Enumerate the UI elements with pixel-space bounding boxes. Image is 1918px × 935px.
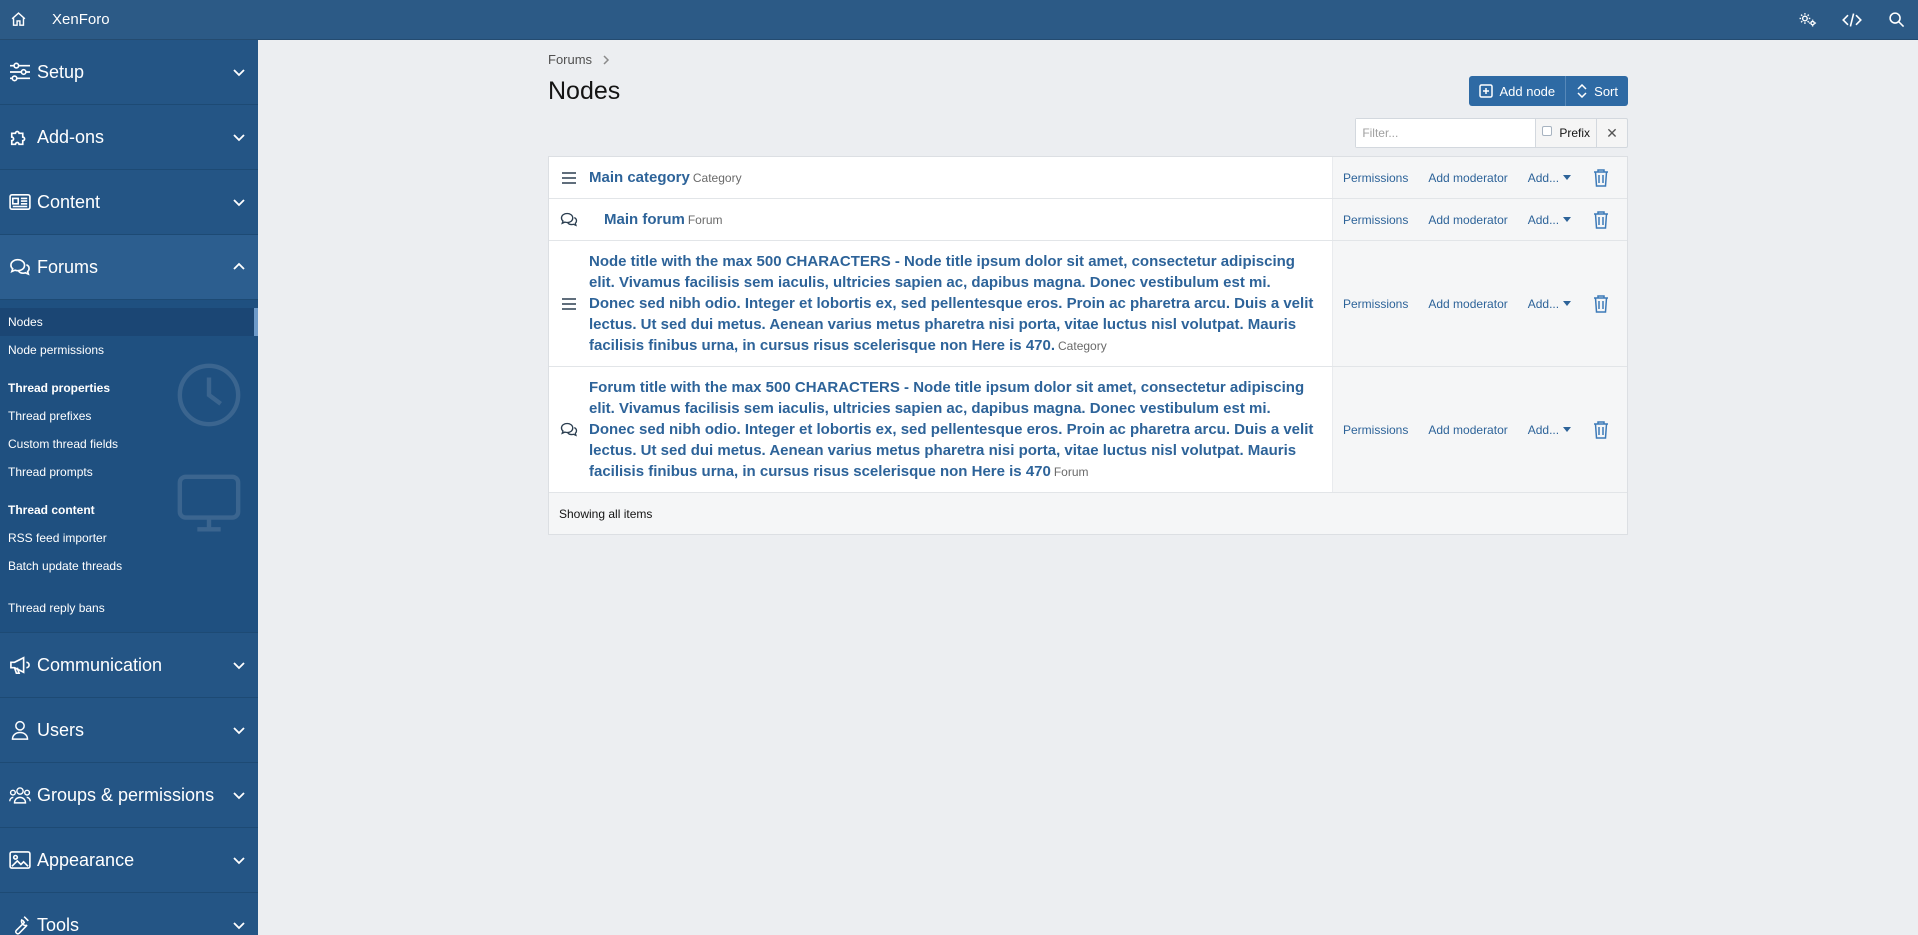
- add-node-button[interactable]: [1469, 76, 1565, 106]
- code-icon[interactable]: [1830, 0, 1874, 40]
- megaphone-icon: [9, 654, 31, 676]
- node-type: Category: [692, 171, 742, 185]
- node-type: Forum: [687, 213, 723, 227]
- prefix-checkbox[interactable]: [1536, 119, 1597, 147]
- drag-handle-icon[interactable]: [549, 157, 589, 198]
- chevron-down-icon: [232, 853, 246, 867]
- breadcrumb-forums[interactable]: Forums: [548, 52, 593, 67]
- delete-button[interactable]: [1593, 421, 1609, 439]
- sidebar-item-batch-update-threads[interactable]: Batch update threads: [8, 559, 123, 573]
- filter-bar: [1355, 118, 1628, 148]
- forums-subnav: [0, 300, 258, 633]
- chevron-down-icon: [232, 723, 246, 737]
- add-dropdown-label: Add...: [1527, 422, 1560, 437]
- node-title-link[interactable]: [589, 251, 1316, 357]
- nav-section-label: Content: [37, 191, 101, 212]
- nav-section-groups-permissions[interactable]: [0, 763, 258, 828]
- comments-icon: [9, 256, 31, 278]
- sliders-icon: [9, 61, 31, 83]
- add-moderator-link[interactable]: Add moderator: [1428, 212, 1508, 227]
- sidebar-item-thread-prompts[interactable]: Thread prompts: [8, 465, 93, 479]
- sort-button[interactable]: [1565, 76, 1628, 106]
- sort-icon: [1576, 84, 1588, 98]
- checkbox-icon: [1542, 126, 1552, 136]
- nav-section-appearance[interactable]: [0, 828, 258, 893]
- sort-label: Sort: [1594, 83, 1618, 99]
- row-actions: [1332, 157, 1627, 198]
- row-actions: [1332, 241, 1627, 366]
- nav-section-communication[interactable]: [0, 633, 258, 698]
- sidebar-item-thread-prefixes[interactable]: Thread prefixes: [8, 409, 92, 423]
- header-button-group: [1469, 76, 1628, 106]
- chevron-down-icon: [232, 918, 246, 932]
- comments-icon: [549, 367, 589, 492]
- chevron-down-icon: [232, 658, 246, 672]
- newspaper-icon: [9, 191, 31, 213]
- nav-section-label: Communication: [37, 654, 163, 675]
- caret-down-icon: [1563, 175, 1571, 180]
- node-title: Main forum: [604, 211, 685, 228]
- brand-title[interactable]: XenForo: [52, 11, 110, 28]
- page-title: Nodes: [548, 77, 621, 105]
- nav-section-label: Groups & permissions: [37, 784, 215, 805]
- nav-section-forums[interactable]: [0, 235, 258, 300]
- node-title-link[interactable]: [589, 167, 742, 188]
- add-dropdown[interactable]: [1528, 297, 1571, 311]
- drag-handle-icon[interactable]: [549, 241, 589, 366]
- add-dropdown-label: Add...: [1527, 296, 1560, 311]
- node-title: Forum title with the max 500 CHARACTERS - Node title ipsum dolor sit amet, consectetur adipiscing elit. Vivamus facilisis sem iaculis, ultricies sapien ac, dapibus magna. Donec vestibulum est mi. Donec sed nibh odio. Integer et lobortis ex, sed pellentesque eros. Proin ac pharetra arcu. Duis a velit lectus. Ut sed dui metus. Aenean varius metus pharetra nisi porta, vitae luctus nisl volutpat. Mauris facilisis finibus urna, in cursus risus scelerisque non Here is 470: [589, 379, 1314, 480]
- add-dropdown-label: Add...: [1527, 170, 1560, 185]
- permissions-link[interactable]: Permissions: [1343, 422, 1409, 437]
- trash-icon: [1593, 211, 1609, 229]
- puzzle-icon: [9, 126, 31, 148]
- nav-section-content[interactable]: [0, 170, 258, 235]
- breadcrumb: [548, 52, 610, 67]
- add-moderator-link[interactable]: Add moderator: [1428, 422, 1508, 437]
- nav-section-label: Add-ons: [37, 126, 105, 147]
- add-dropdown-label: Add...: [1527, 212, 1560, 227]
- nav-section-label: Users: [37, 719, 85, 740]
- node-row: [549, 367, 1627, 493]
- add-moderator-link[interactable]: Add moderator: [1428, 170, 1508, 185]
- nodes-list: [548, 156, 1628, 535]
- row-actions: [1332, 367, 1627, 492]
- node-title: Node title with the max 500 CHARACTERS - Node title ipsum dolor sit amet, consectetur adipiscing elit. Vivamus facilisis sem iaculis, ultricies sapien ac, dapibus magna. Donec vestibulum est mi. Donec sed nibh odio. Integer et lobortis ex, sed pellentesque eros. Proin ac pharetra arcu. Duis a velit lectus. Ut sed dui metus. Aenean varius metus pharetra nisi porta, vitae luctus nisl volutpat. Mauris facilisis finibus urna, in cursus risus scelerisque non Here is 470.: [589, 252, 1314, 354]
- sidebar-item-nodes[interactable]: Nodes: [0, 308, 258, 336]
- plus-square-icon: [1479, 84, 1493, 98]
- add-moderator-link[interactable]: Add moderator: [1428, 296, 1508, 311]
- sidebar-heading-thread-content: Thread content: [8, 503, 95, 517]
- add-dropdown[interactable]: [1528, 213, 1571, 227]
- node-row: [549, 241, 1627, 367]
- user-icon: [9, 719, 31, 741]
- node-row: [549, 199, 1627, 241]
- sidebar-item-node-permissions[interactable]: Node permissions: [8, 343, 105, 357]
- row-actions: [1332, 199, 1627, 240]
- home-icon[interactable]: [0, 0, 36, 40]
- sidebar-item-custom-thread-fields[interactable]: Custom thread fields: [8, 437, 119, 451]
- chevron-right-icon: [602, 55, 610, 65]
- sidebar: [0, 40, 258, 935]
- filter-input[interactable]: [1356, 119, 1536, 147]
- trash-icon: [1593, 295, 1609, 313]
- nav-section-label: Setup: [37, 61, 85, 82]
- nav-section-label: Forums: [37, 256, 99, 277]
- chevron-down-icon: [232, 130, 246, 144]
- wrench-icon: [9, 914, 31, 935]
- caret-down-icon: [1563, 301, 1571, 306]
- node-title: Main category: [589, 169, 690, 186]
- trash-icon: [1593, 421, 1609, 439]
- chevron-down-icon: [232, 65, 246, 79]
- nav-section-users[interactable]: [0, 698, 258, 763]
- options-icon[interactable]: [1786, 0, 1830, 40]
- delete-button[interactable]: [1593, 211, 1609, 229]
- comments-icon: [549, 199, 589, 240]
- search-icon[interactable]: [1874, 0, 1918, 40]
- top-bar: [0, 0, 1918, 40]
- nav-section-setup[interactable]: [0, 40, 258, 105]
- permissions-link[interactable]: Permissions: [1343, 212, 1409, 227]
- permissions-link[interactable]: Permissions: [1343, 170, 1409, 185]
- add-dropdown[interactable]: [1528, 423, 1571, 437]
- nav-section-tools[interactable]: [0, 893, 258, 935]
- caret-down-icon: [1563, 217, 1571, 222]
- add-node-label: Add node: [1499, 83, 1556, 99]
- nav-section-addons[interactable]: [0, 105, 258, 170]
- list-footer: Showing all items: [549, 493, 1627, 534]
- node-type: Forum: [1053, 465, 1089, 479]
- node-row: [549, 157, 1627, 199]
- chevron-up-icon: [232, 260, 246, 274]
- sidebar-item-thread-reply-bans[interactable]: Thread reply bans: [8, 601, 105, 615]
- node-type: Category: [1058, 338, 1107, 353]
- trash-icon: [1593, 169, 1609, 187]
- permissions-link[interactable]: Permissions: [1343, 296, 1409, 311]
- sidebar-item-rss-feed-importer[interactable]: RSS feed importer: [8, 531, 107, 545]
- nav-section-label: Appearance: [37, 849, 135, 870]
- chevron-down-icon: [232, 788, 246, 802]
- add-dropdown[interactable]: [1528, 171, 1571, 185]
- chevron-down-icon: [232, 195, 246, 209]
- sidebar-heading-thread-properties: Thread properties: [8, 381, 111, 395]
- clear-filter-button[interactable]: ✕: [1606, 124, 1618, 141]
- node-title-link[interactable]: [604, 209, 723, 230]
- prefix-label: Prefix: [1559, 126, 1590, 140]
- caret-down-icon: [1563, 427, 1571, 432]
- delete-button[interactable]: [1593, 295, 1609, 313]
- delete-button[interactable]: [1593, 169, 1609, 187]
- users-icon: [9, 784, 31, 806]
- image-icon: [9, 849, 31, 871]
- node-title-link[interactable]: [589, 377, 1316, 482]
- nav-section-label: Tools: [37, 914, 80, 935]
